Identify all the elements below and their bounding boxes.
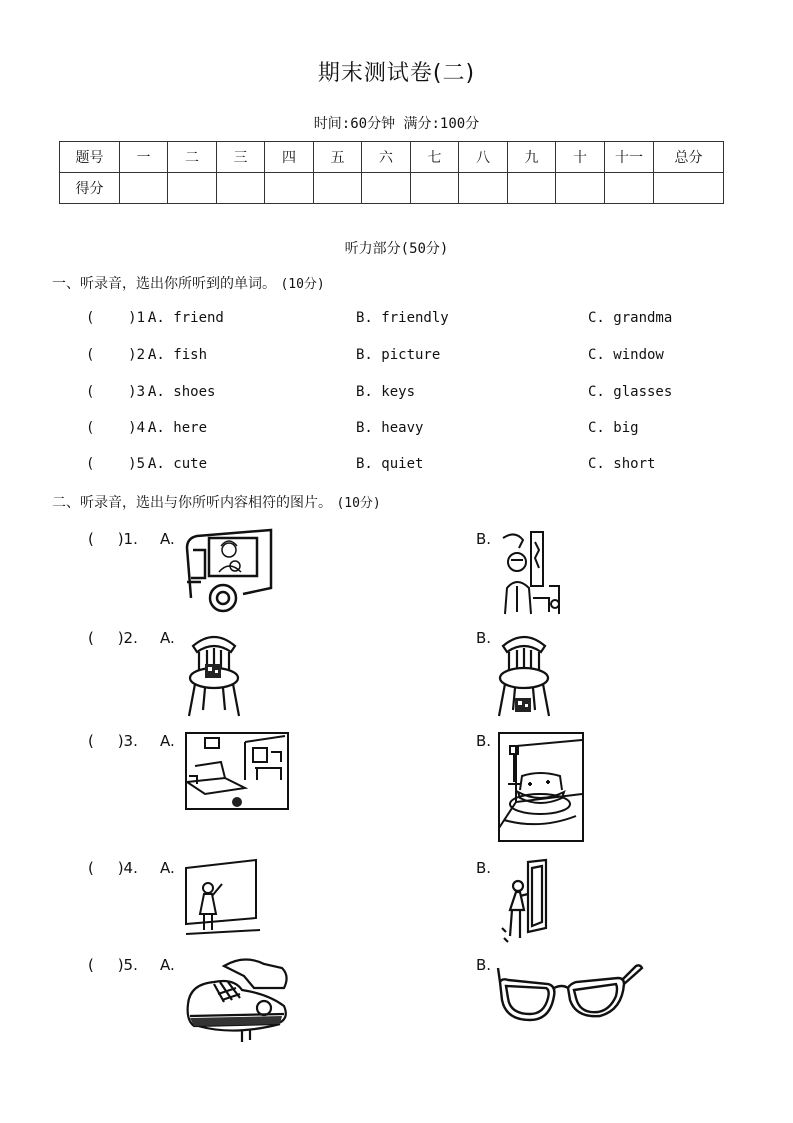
option-a: A. fish (148, 347, 208, 363)
bedroom-picture[interactable] (185, 732, 289, 810)
option-c: C. big (588, 420, 639, 436)
table-header-cell: 三 (217, 142, 265, 173)
table-header-cell: 二 (168, 142, 217, 173)
option-a-label: A. (160, 530, 175, 548)
table-header-cell: 四 (265, 142, 314, 173)
ball-on-chair-picture[interactable] (185, 626, 243, 718)
option-a: A. shoes (148, 384, 216, 400)
option-c: C. grandma (588, 310, 673, 326)
question-number[interactable]: ( )2. (88, 629, 138, 647)
score-cell[interactable] (508, 173, 556, 204)
list-item (86, 310, 766, 330)
question-number[interactable]: ( )4. (88, 859, 138, 877)
part1-heading-text: 一、听录音，选出你所听到的单词。 (52, 276, 276, 292)
score-cell[interactable] (362, 173, 411, 204)
option-b-label: B. (476, 859, 492, 877)
table-header-cell: 五 (314, 142, 362, 173)
option-b: B. heavy (356, 420, 424, 436)
option-b: B. keys (356, 384, 416, 400)
score-cell[interactable] (411, 173, 459, 204)
score-cell[interactable] (265, 173, 314, 204)
option-c: C. window (588, 347, 664, 363)
table-header-cell: 十 (556, 142, 605, 173)
part2-heading (52, 492, 381, 512)
score-cell[interactable] (556, 173, 605, 204)
score-table (59, 141, 724, 204)
list-item (86, 384, 766, 404)
option-a: A. here (148, 420, 208, 436)
table-row-label: 得分 (60, 173, 120, 204)
page-title: 期末测试卷(二) (317, 61, 476, 86)
option-a-label: A. (160, 859, 175, 877)
list-item (86, 347, 766, 367)
part2-points: (10分) (336, 496, 381, 511)
girl-at-blackboard-picture[interactable] (184, 858, 262, 938)
score-cell[interactable] (314, 173, 362, 204)
question-number[interactable]: ( )4. (86, 420, 154, 436)
glasses-picture[interactable] (496, 958, 644, 1024)
list-item (88, 859, 688, 883)
option-b-label: B. (476, 732, 492, 750)
option-b: B. friendly (356, 310, 449, 326)
table-header-cell: 九 (508, 142, 556, 173)
girl-at-door-picture[interactable] (498, 858, 554, 944)
shoes-picture[interactable] (184, 954, 292, 1046)
question-number[interactable]: ( )1. (88, 530, 138, 548)
option-a-label: A. (160, 629, 175, 647)
option-c: C. short (588, 456, 656, 472)
question-number[interactable]: ( )1. (86, 310, 154, 326)
question-number[interactable]: ( )2. (86, 347, 154, 363)
list-item (86, 456, 766, 476)
option-b: B. picture (356, 347, 441, 363)
option-a-label: A. (160, 956, 175, 974)
bus-driver-picture[interactable] (183, 528, 275, 614)
question-number[interactable]: ( )5. (86, 456, 154, 472)
part1-heading (52, 273, 325, 293)
option-c: C. glasses (588, 384, 673, 400)
table-header-cell: 总分 (654, 142, 724, 173)
option-a-label: A. (160, 732, 175, 750)
section-title: 听力部分(50分) (344, 241, 449, 257)
option-b-label: B. (476, 956, 492, 974)
table-header-cell: 一 (120, 142, 168, 173)
list-item (88, 629, 688, 653)
option-a: A. cute (148, 456, 208, 472)
living-room-sofa-picture[interactable] (498, 732, 584, 842)
table-header-cell: 六 (362, 142, 411, 173)
score-cell[interactable] (459, 173, 508, 204)
exam-time-info: 时间:60分钟 满分:100分 (313, 116, 480, 132)
table-header-cell: 十一 (605, 142, 654, 173)
question-number[interactable]: ( )3. (88, 732, 138, 750)
table-header-cell: 题号 (60, 142, 120, 173)
option-a: A. friend (148, 310, 224, 326)
list-item (88, 732, 688, 756)
score-table-header-row (60, 142, 724, 173)
option-b-label: B. (476, 530, 492, 548)
score-cell[interactable] (605, 173, 654, 204)
option-b: B. quiet (356, 456, 424, 472)
part2-heading-text: 二、听录音，选出与你所听内容相符的图片。 (52, 495, 332, 511)
question-number[interactable]: ( )3. (86, 384, 154, 400)
score-cell[interactable] (217, 173, 265, 204)
option-b-label: B. (476, 629, 492, 647)
score-cell[interactable] (120, 173, 168, 204)
list-item (86, 420, 766, 440)
table-header-cell: 七 (411, 142, 459, 173)
list-item (88, 530, 688, 554)
score-table-score-row (60, 173, 724, 204)
ball-under-chair-picture[interactable] (495, 626, 553, 718)
score-cell[interactable] (168, 173, 217, 204)
question-number[interactable]: ( )5. (88, 956, 138, 974)
doctor-picture[interactable] (493, 528, 565, 616)
part1-points: (10分) (280, 277, 325, 292)
score-cell[interactable] (654, 173, 724, 204)
table-header-cell: 八 (459, 142, 508, 173)
